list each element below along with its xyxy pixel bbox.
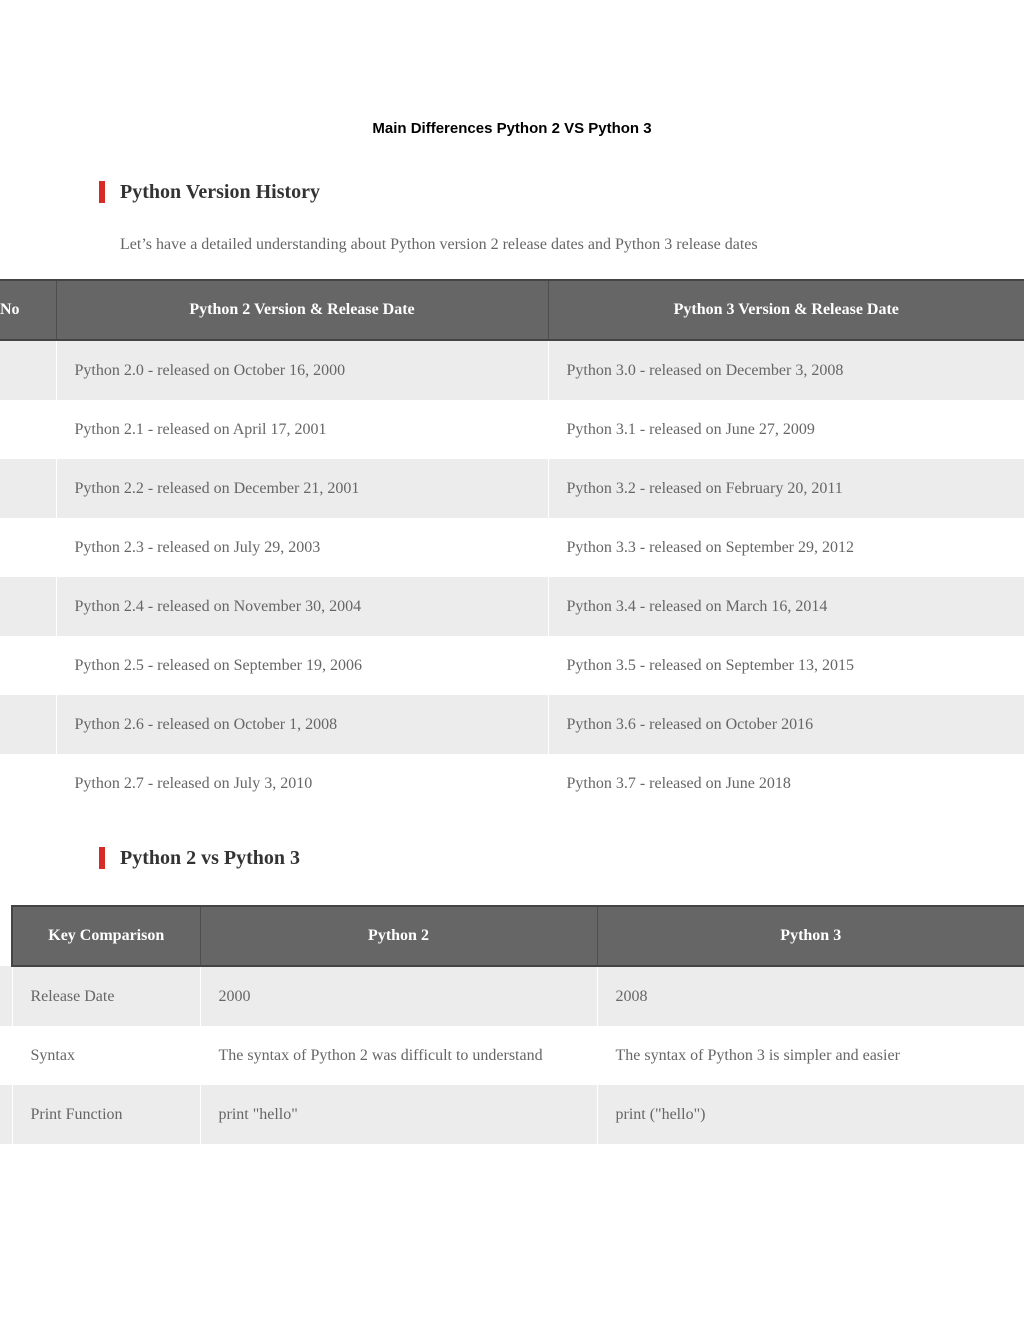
row-no <box>0 695 56 754</box>
python2-release: Python 2.5 - released on September 19, 2006 <box>56 636 548 695</box>
row-no <box>0 754 56 813</box>
table-row <box>0 577 1024 636</box>
table-row <box>0 1026 1024 1085</box>
row-no <box>0 636 56 695</box>
python2-value: 2000 <box>200 966 597 1026</box>
accent-bar <box>99 181 105 203</box>
section-title: Python 2 vs Python 3 <box>120 846 301 869</box>
python2-release: Python 2.0 - released on October 16, 2000 <box>56 340 548 400</box>
comparison-table <box>0 905 1024 1144</box>
comparison-key: Print Function <box>12 1085 200 1144</box>
table-row <box>0 459 1024 518</box>
version-history-table <box>0 279 1024 813</box>
header-spacer <box>0 906 12 966</box>
python3-release: Python 3.4 - released on March 16, 2014 <box>548 577 1024 636</box>
row-no <box>0 577 56 636</box>
python2-release: Python 2.7 - released on July 3, 2010 <box>56 754 548 813</box>
table-row <box>0 1085 1024 1144</box>
intro-paragraph: Let’s have a detailed understanding about Python version 2 release dates and Python 3 release dates <box>120 236 758 253</box>
table-header-row <box>0 906 1024 966</box>
python3-release: Python 3.5 - released on September 13, 2015 <box>548 636 1024 695</box>
python3-release: Python 3.6 - released on October 2016 <box>548 695 1024 754</box>
python3-release: Python 3.3 - released on September 29, 2012 <box>548 518 1024 577</box>
header-no: No <box>0 280 56 340</box>
row-spacer <box>0 966 12 1026</box>
python3-release: Python 3.0 - released on December 3, 2008 <box>548 340 1024 400</box>
row-no <box>0 459 56 518</box>
row-spacer <box>0 1026 12 1085</box>
comparison-key: Syntax <box>12 1026 200 1085</box>
table-row <box>0 695 1024 754</box>
python2-value: The syntax of Python 2 was difficult to understand <box>200 1026 597 1085</box>
python3-value: 2008 <box>597 966 1024 1026</box>
section-title: Python Version History <box>120 180 321 203</box>
python3-value: print ("hello") <box>597 1085 1024 1144</box>
row-no <box>0 518 56 577</box>
python2-release: Python 2.1 - released on April 17, 2001 <box>56 400 548 459</box>
table-row <box>0 754 1024 813</box>
document-title: Main Differences Python 2 VS Python 3 <box>372 120 652 137</box>
python2-release: Python 2.6 - released on October 1, 2008 <box>56 695 548 754</box>
header-python2: Python 2 <box>200 906 597 966</box>
comparison-key: Release Date <box>12 966 200 1026</box>
row-spacer <box>0 1085 12 1144</box>
row-no <box>0 400 56 459</box>
table-row <box>0 400 1024 459</box>
python3-release: Python 3.1 - released on June 27, 2009 <box>548 400 1024 459</box>
table-header-row <box>0 280 1024 340</box>
python2-release: Python 2.4 - released on November 30, 2004 <box>56 577 548 636</box>
table-row <box>0 518 1024 577</box>
python3-release: Python 3.2 - released on February 20, 2011 <box>548 459 1024 518</box>
header-python2: Python 2 Version & Release Date <box>56 280 548 340</box>
python2-release: Python 2.2 - released on December 21, 2001 <box>56 459 548 518</box>
section-heading-comparison <box>99 846 300 870</box>
header-python3: Python 3 <box>597 906 1024 966</box>
python2-value: print "hello" <box>200 1085 597 1144</box>
header-key-comparison: Key Comparison <box>12 906 200 966</box>
python3-value: The syntax of Python 3 is simpler and easier <box>597 1026 1024 1085</box>
python2-release: Python 2.3 - released on July 29, 2003 <box>56 518 548 577</box>
section-heading-version-history <box>99 180 320 204</box>
table-row <box>0 636 1024 695</box>
python3-release: Python 3.7 - released on June 2018 <box>548 754 1024 813</box>
accent-bar <box>99 847 105 869</box>
header-python3: Python 3 Version & Release Date <box>548 280 1024 340</box>
row-no <box>0 340 56 400</box>
table-row <box>0 966 1024 1026</box>
table-row <box>0 340 1024 400</box>
